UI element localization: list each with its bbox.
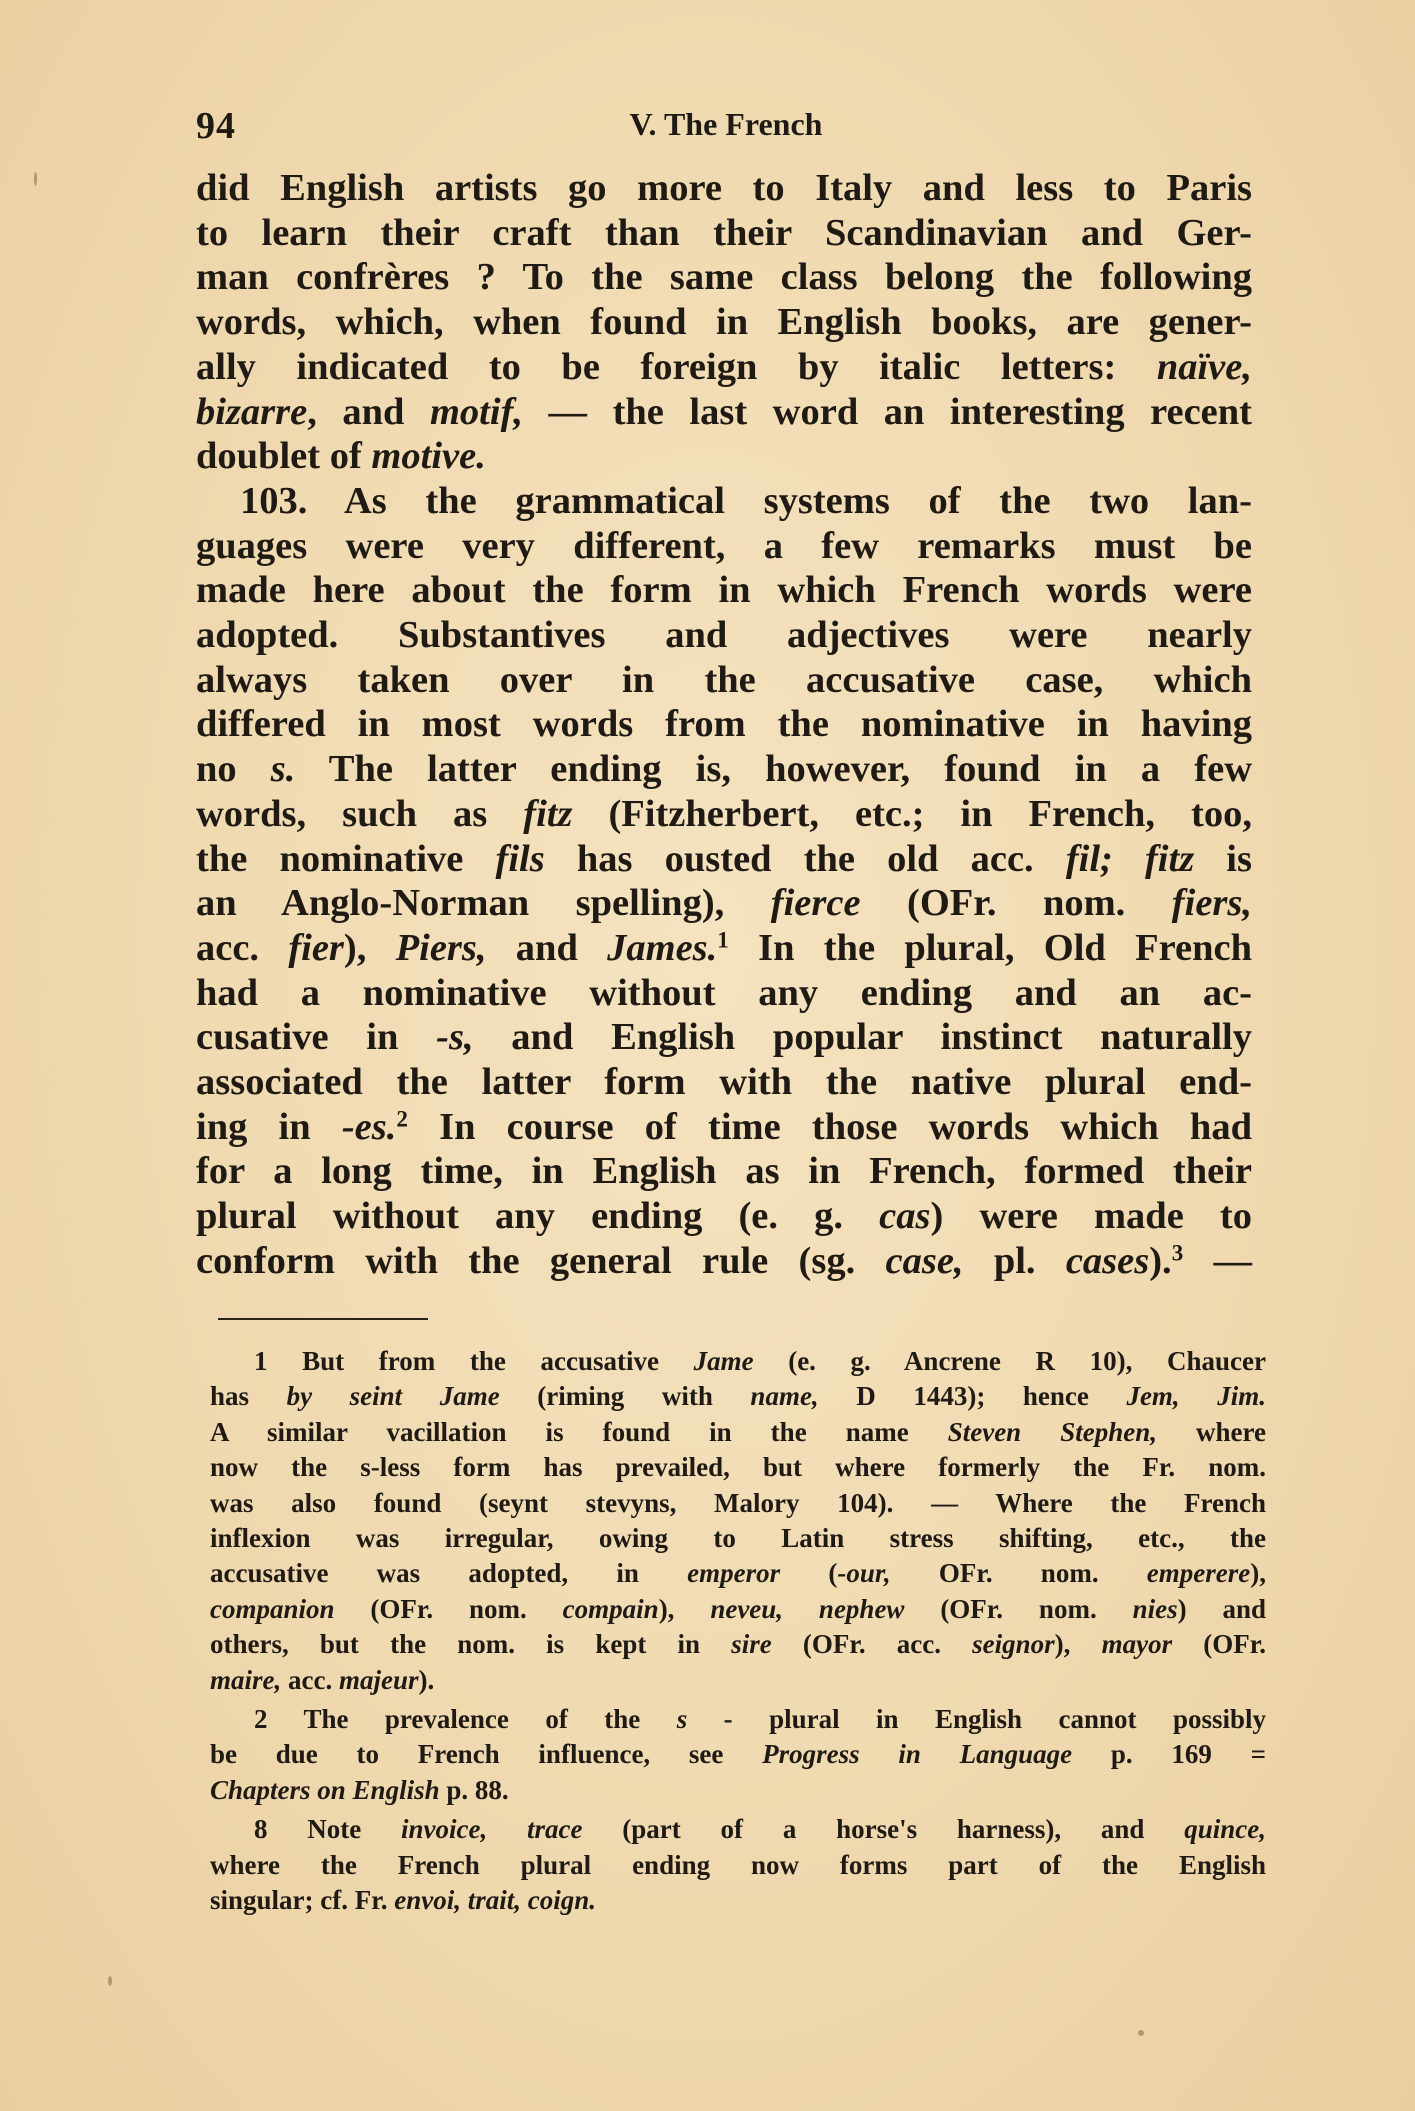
text-line	[196, 926, 1252, 971]
italic-word: fiers,	[1171, 882, 1252, 925]
text-line: associated the latter form with the native plural end-	[196, 1061, 1252, 1104]
text-span: 8 Note	[254, 1814, 402, 1845]
text-line: always taken over in the accusative case, which	[196, 658, 1252, 701]
italic-word: name,	[750, 1381, 819, 1412]
italic-word: seignor	[972, 1629, 1055, 1660]
text-span: ),	[658, 1593, 711, 1624]
italic-word: Progress in Language	[762, 1739, 1073, 1770]
italic-word: quince,	[1184, 1814, 1266, 1845]
text-line: to learn their craft than their Scandinavian and Ger-	[196, 211, 1252, 254]
italic-word: -our,	[837, 1558, 891, 1589]
text-span: A similar vacillation is found in the name	[210, 1416, 948, 1447]
text-span: the nominative	[196, 837, 496, 880]
text-line: guages were very different, a few remarks must be	[196, 524, 1252, 567]
paper-speck	[34, 172, 37, 186]
italic-word: -s,	[436, 1016, 474, 1059]
italic-word: envoi, trait, coign.	[394, 1885, 596, 1916]
text-line	[196, 881, 1252, 926]
text-span: words, such as	[196, 792, 524, 835]
footnote-1	[210, 1344, 1266, 1698]
text-span: (	[780, 1558, 838, 1589]
text-line	[196, 345, 1252, 390]
text-line	[196, 1194, 1252, 1239]
text-line	[196, 747, 1252, 792]
footnote-line: now the s-less form has prevailed, but where formerly the Fr. nom.	[210, 1452, 1266, 1483]
text-span: 1 But from the accusative	[254, 1346, 694, 1376]
italic-word: fier	[288, 926, 344, 969]
text-span: where	[1156, 1416, 1266, 1447]
text-span: p. 88.	[439, 1774, 509, 1805]
italic-word: Steven Stephen,	[947, 1416, 1157, 1447]
text-span: (OFr.	[1172, 1629, 1266, 1660]
text-span: acc.	[196, 926, 289, 969]
text-line: differed in most words from the nominative in having	[196, 703, 1252, 746]
text-line	[196, 390, 1252, 435]
footnote-marker: 3	[1171, 1239, 1184, 1266]
footnote-line: inflexion was irregular, owing to Latin stress shifting, etc., the	[210, 1523, 1266, 1554]
footnote-line	[210, 1556, 1266, 1591]
footnote-line	[210, 1415, 1266, 1450]
page-number: 94	[196, 105, 236, 147]
footnote-marker: 2	[396, 1105, 408, 1132]
italic-word: -es.	[341, 1105, 397, 1148]
section-number: 103.	[240, 479, 308, 522]
text-span: (OFr. nom.	[334, 1593, 563, 1624]
text-span: ),	[343, 926, 396, 969]
italic-word: sire	[731, 1629, 772, 1660]
text-span: an Anglo-Norman spelling),	[196, 882, 771, 925]
text-span: p. 169 =	[1072, 1739, 1266, 1770]
footnote-3	[210, 1812, 1266, 1918]
italic-word: s.	[270, 748, 296, 791]
text-span: accusative was adopted, in	[210, 1558, 688, 1589]
text-span: is	[1194, 837, 1252, 880]
text-span: In course of time those words which had	[407, 1105, 1252, 1148]
italic-word: naïve,	[1156, 345, 1252, 388]
text-span: (OFr. nom.	[860, 882, 1172, 925]
italic-word: cases	[1065, 1239, 1150, 1282]
body-text	[196, 166, 1252, 1284]
text-span: As the grammatical systems of the two lan-	[343, 479, 1252, 522]
text-span: acc.	[281, 1664, 339, 1695]
text-line: did English artists go more to Italy and less to Paris	[196, 167, 1252, 209]
text-span: has ousted the old acc.	[544, 837, 1066, 880]
italic-word: motif,	[429, 390, 524, 433]
footnote-2	[210, 1702, 1266, 1808]
italic-word: compain	[562, 1593, 659, 1624]
text-span: The latter ending is, however, found in a few	[295, 748, 1252, 791]
text-span: others, but the nom. is kept in	[210, 1629, 732, 1660]
text-span: has	[210, 1381, 287, 1412]
footnote-marker: 1	[717, 926, 729, 953]
text-span: doublet of	[196, 435, 372, 478]
text-span: (OFr. acc.	[771, 1629, 973, 1660]
text-span: In the plural, Old French	[728, 926, 1252, 969]
text-line: for a long time, in English as in French, formed their	[196, 1150, 1252, 1193]
text-span: (e. g. Ancrene R 10), Chaucer	[753, 1346, 1266, 1376]
text-span: 2 The prevalence of the	[254, 1704, 677, 1735]
text-span: no	[196, 748, 271, 791]
text-line	[196, 434, 1252, 479]
italic-word: fils	[495, 837, 545, 880]
paper-speck	[108, 1976, 112, 1986]
footnote-rule	[218, 1318, 428, 1320]
text-line: adopted. Substantives and adjectives were nearly	[196, 614, 1252, 657]
text-span: —	[1183, 1239, 1253, 1282]
italic-word: nies	[1132, 1593, 1178, 1624]
text-span: and	[486, 926, 608, 969]
italic-word: companion	[210, 1593, 335, 1624]
text-line: made here about the form in which French words were	[196, 569, 1252, 612]
text-span: ).	[1149, 1239, 1172, 1282]
text-span: — the last word an interesting recent	[523, 390, 1253, 433]
italic-word: cas	[879, 1195, 931, 1238]
italic-word: bizarre	[196, 390, 308, 433]
footnote-line	[210, 1379, 1266, 1414]
text-span: OFr. nom.	[890, 1558, 1147, 1589]
italic-word: Chapters on English	[210, 1774, 440, 1805]
text-span: (OFr. nom.	[904, 1593, 1133, 1624]
italic-word: neveu, nephew	[710, 1593, 905, 1624]
footnote-line	[210, 1592, 1266, 1627]
footnote-line	[210, 1737, 1266, 1772]
text-span: ) were made to	[930, 1195, 1252, 1238]
text-line: had a nominative without any ending and an ac-	[196, 971, 1252, 1014]
italic-word: emperor	[687, 1558, 781, 1589]
footnote-line	[210, 1663, 1266, 1698]
paragraph-103	[196, 479, 1252, 1284]
italic-word: fil;	[1065, 837, 1113, 880]
text-line	[196, 1105, 1252, 1150]
text-line	[196, 837, 1252, 882]
italic-word: Jame	[693, 1346, 754, 1376]
italic-word: mayor	[1101, 1629, 1173, 1660]
italic-word: fitz	[523, 792, 573, 835]
footnote-line	[210, 1627, 1266, 1662]
italic-word: maire,	[210, 1664, 282, 1695]
italic-word: fierce	[770, 882, 861, 925]
text-span: ),	[1054, 1629, 1102, 1660]
text-span: (Fitzherbert, etc.; in French, too,	[572, 792, 1252, 835]
italic-word: James.	[607, 926, 718, 969]
italic-word: Piers,	[395, 926, 487, 969]
text-span: ally indicated to be foreign by italic letters:	[196, 345, 1157, 388]
text-span: plural without any ending (e. g.	[196, 1195, 880, 1238]
footnote-line	[210, 1812, 1266, 1847]
running-head: V. The French	[629, 106, 823, 142]
text-span: pl.	[963, 1239, 1066, 1282]
footnote-line: was also found (seynt stevyns, Malory 104). — Where the French	[210, 1487, 1266, 1518]
text-line	[196, 1015, 1252, 1060]
text-span: ) and	[1177, 1593, 1266, 1624]
text-span: cusative in	[196, 1016, 437, 1059]
text-span: (part of a horse's harness), and	[582, 1814, 1185, 1845]
paragraph-continued	[196, 166, 1252, 479]
text-span: and English popular instinct naturally	[473, 1016, 1252, 1059]
text-span: be due to French influence, see	[210, 1739, 763, 1770]
italic-word: case,	[885, 1239, 964, 1282]
text-span: (riming with	[499, 1381, 751, 1412]
italic-word: by seint Jame	[286, 1381, 500, 1412]
italic-word: majeur	[338, 1664, 419, 1695]
footnotes	[210, 1344, 1266, 1923]
text-span: ),	[1250, 1558, 1266, 1589]
text-span: ing in	[196, 1105, 342, 1148]
footnote-line	[210, 1344, 1266, 1379]
text-span: - plural in English cannot possibly	[687, 1704, 1266, 1735]
footnote-line	[210, 1702, 1266, 1737]
text-span: , and	[307, 390, 430, 433]
text-line	[196, 792, 1252, 837]
text-line: man confrères ? To the same class belong the following	[196, 256, 1252, 299]
italic-word: Jem, Jim.	[1126, 1381, 1266, 1412]
text-span: D 1443); hence	[818, 1381, 1127, 1412]
page-header	[196, 104, 1256, 154]
italic-word: s	[676, 1704, 688, 1735]
text-span: ).	[418, 1664, 435, 1695]
italic-word: emperere	[1146, 1558, 1251, 1589]
italic-word: motive.	[371, 435, 486, 478]
italic-word: fitz	[1144, 837, 1195, 880]
footnote-line: where the French plural ending now forms part of the English	[210, 1849, 1266, 1880]
text-line	[196, 479, 1252, 524]
footnote-line	[210, 1883, 1266, 1918]
text-span: conform with the general rule (sg.	[196, 1239, 886, 1282]
text-span: singular; cf. Fr.	[210, 1885, 395, 1916]
paper-speck	[1138, 2030, 1144, 2036]
italic-word: invoice, trace	[401, 1814, 583, 1845]
footnote-line	[210, 1773, 1266, 1808]
text-line	[196, 1239, 1252, 1284]
text-line: words, which, when found in English books, are gener-	[196, 301, 1252, 344]
